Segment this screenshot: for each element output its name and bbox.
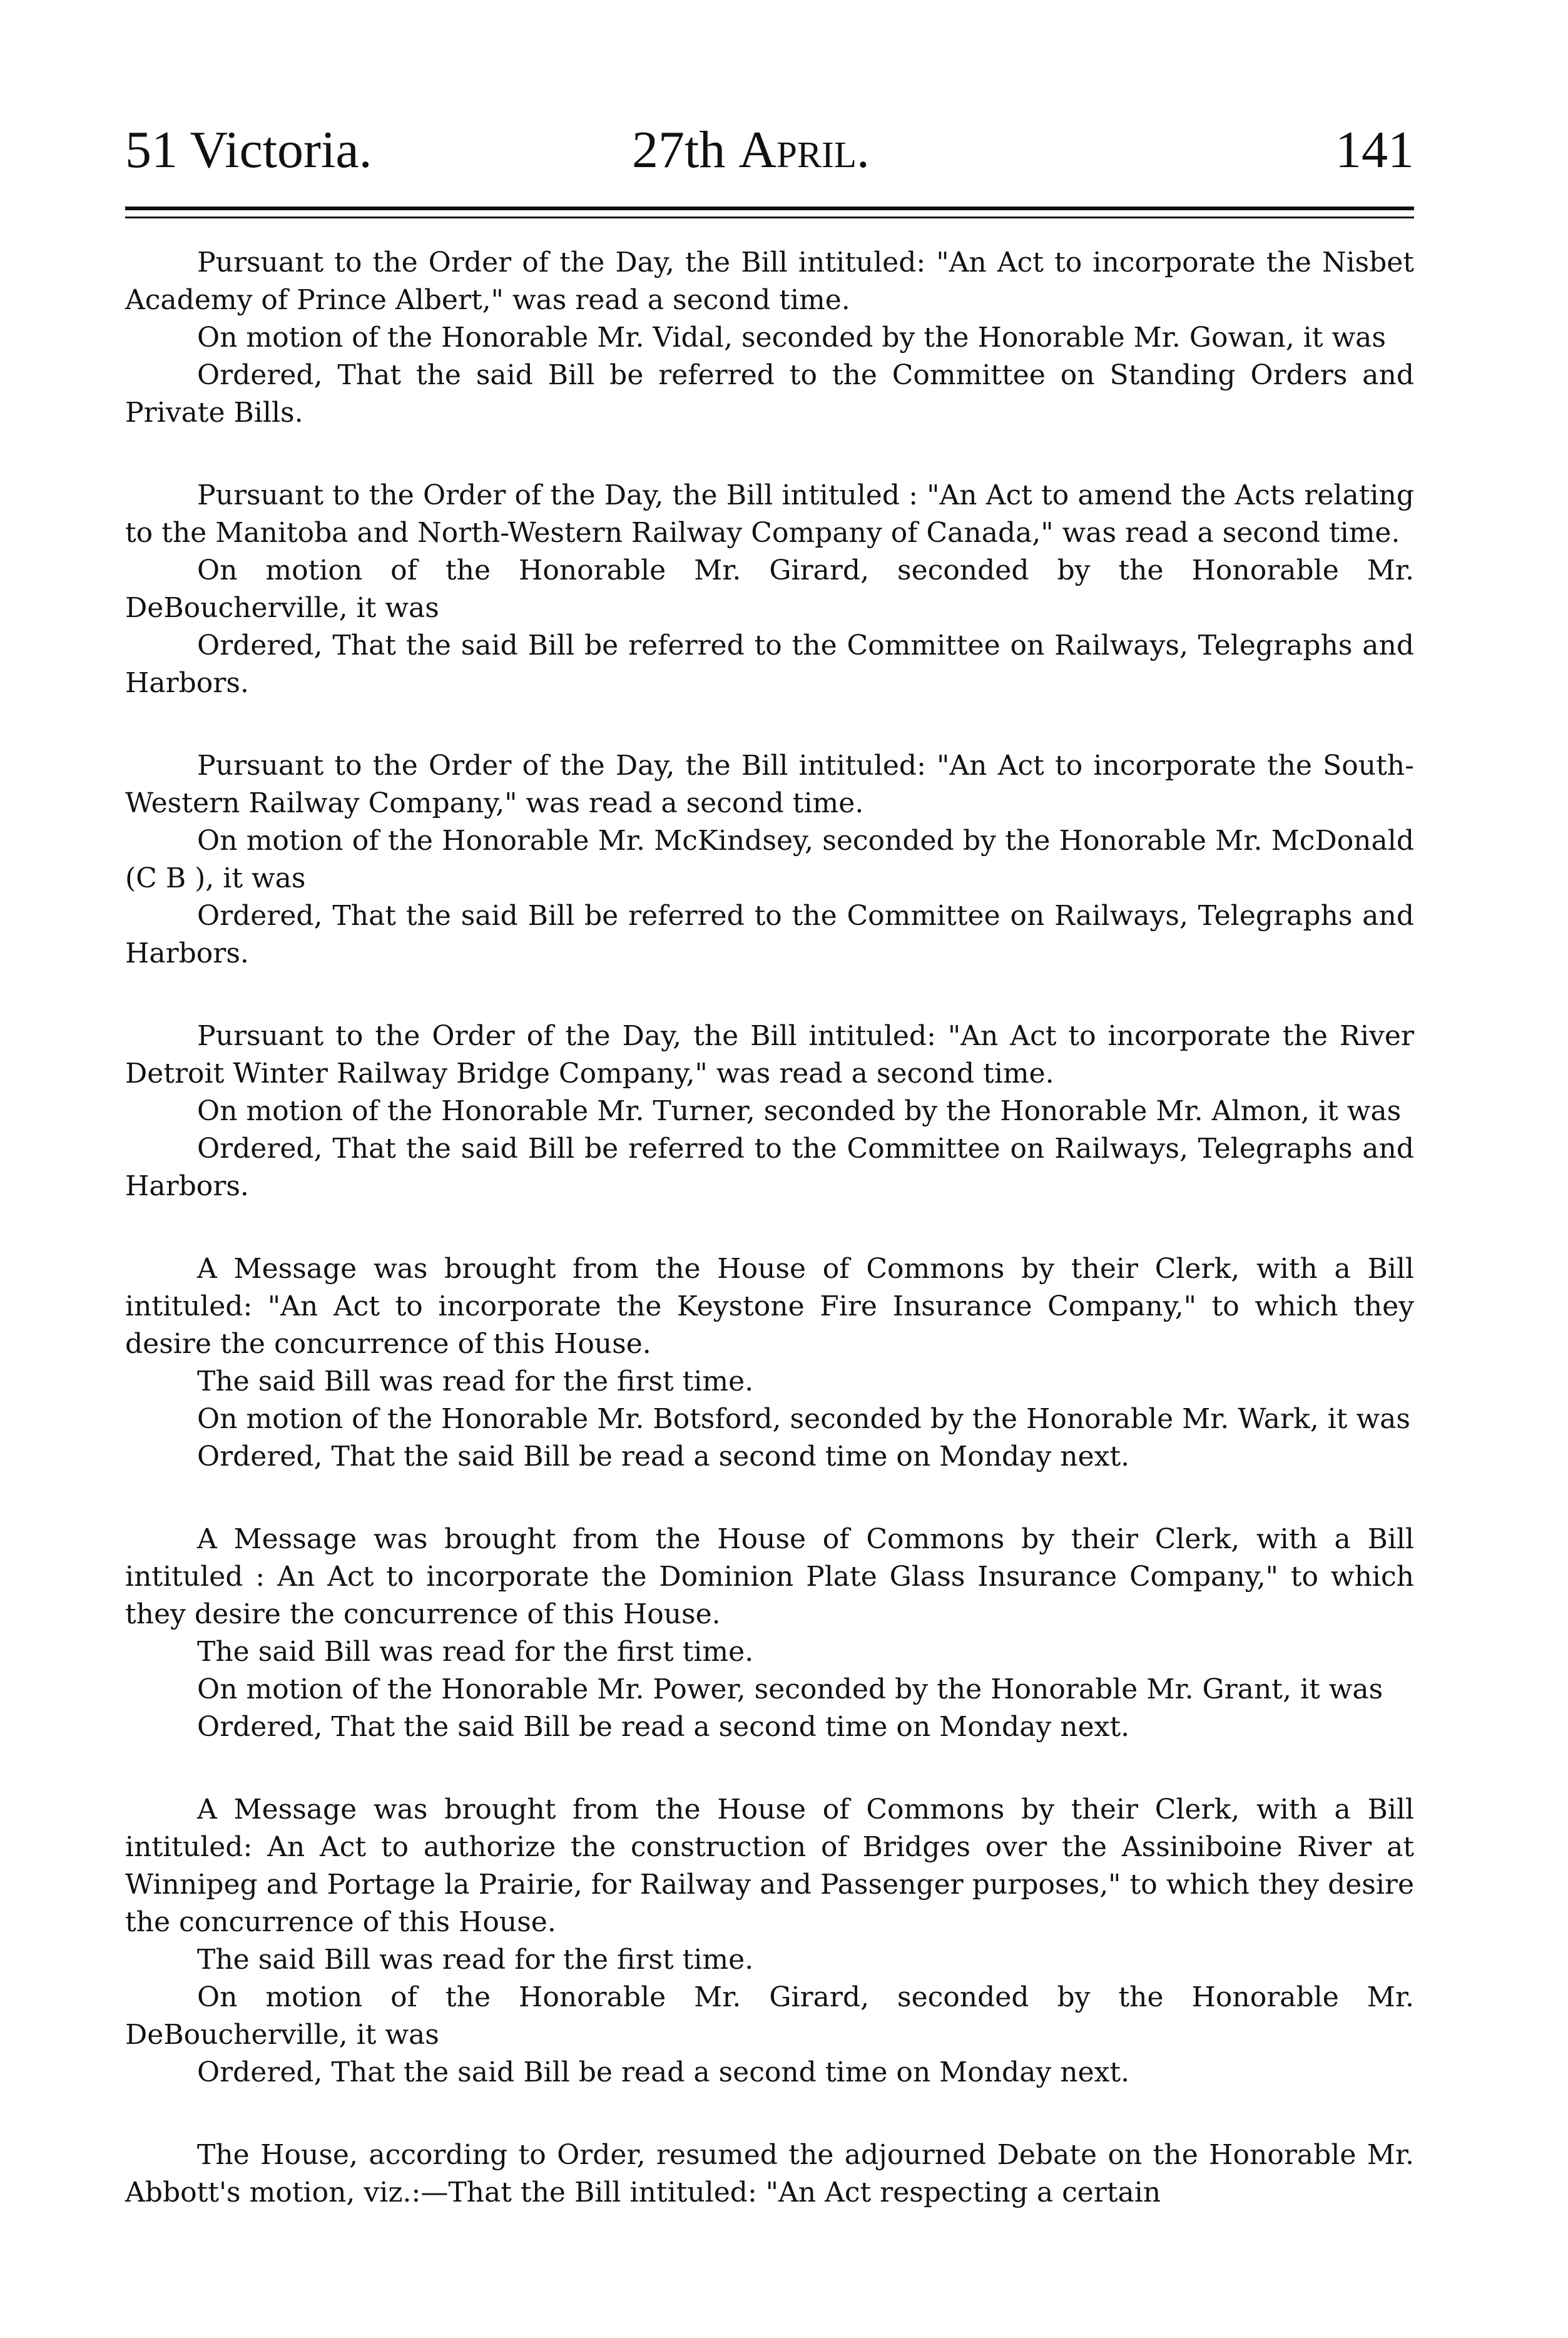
entry-paragraph: The House, according to Order, resumed the adjourned Debate on the Honorable Mr. Abbott's motion, viz.:—That the Bill intituled: "An Act respecting a certain — [125, 2139, 1414, 2208]
entry-paragraph: Pursuant to the Order of the Day, the Bill intituled: "An Act to incorporate the South-Western Railway Company," was read a second time. — [125, 750, 1414, 819]
journal-entry — [125, 244, 1414, 432]
entry-paragraph: Ordered, That the said Bill be read a second time on Monday next. — [197, 1441, 1130, 1473]
header-rule-thin — [125, 217, 1414, 218]
header-rule-thick — [125, 207, 1414, 210]
entry-paragraph: Pursuant to the Order of the Day, the Bill intituled: "An Act to incorporate the Nisbet Academy of Prince Albert," was read a second time. — [125, 247, 1414, 316]
entry-paragraph: Pursuant to the Order of the Day, the Bill intituled: "An Act to incorporate the River Detroit Winter Railway Bridge Company," was read a second time. — [125, 1020, 1414, 1090]
page-number: 141 — [1335, 121, 1414, 179]
entry-paragraph: On motion of the Honorable Mr. Vidal, seconded by the Honorable Mr. Gowan, it was — [197, 322, 1386, 354]
date-day: 27th — [632, 121, 739, 179]
entry-paragraph: A Message was brought from the House of Commons by their Clerk, with a Bill intituled: An Act to authorize the construction of Bridges over the Assiniboine River at Winnipeg and Portage la Prairie, for Railway and Passenger purposes," to which they desire the concurrence of this House. — [125, 1794, 1414, 1938]
journal-entry — [125, 747, 1414, 972]
journal-entry — [125, 1791, 1414, 2091]
journal-body — [125, 244, 1414, 2257]
entry-paragraph: Ordered, That the said Bill be referred to the Committee on Standing Orders and Private Bills. — [125, 359, 1414, 429]
regnal-year: 51 Victoria. — [125, 121, 372, 179]
entry-paragraph: Ordered, That the said Bill be referred to the Committee on Railways, Telegraphs and Harbors. — [125, 1133, 1414, 1202]
running-head — [125, 103, 1414, 197]
entry-paragraph: A Message was brought from the House of Commons by their Clerk, with a Bill intituled: "An Act to incorporate the Keystone Fire Insurance Company," to which they desire the concurrence of this House. — [125, 1253, 1414, 1360]
entry-paragraph: Ordered, That the said Bill be read a second time on Monday next. — [197, 2056, 1130, 2088]
date-month: April. — [738, 121, 870, 179]
journal-entry — [125, 1521, 1414, 1746]
entry-paragraph: The said Bill was read for the first time. — [197, 1366, 754, 1397]
page-date — [632, 103, 870, 197]
entry-paragraph: On motion of the Honorable Mr. Power, seconded by the Honorable Mr. Grant, it was — [197, 1673, 1383, 1705]
entry-paragraph: A Message was brought from the House of Commons by their Clerk, with a Bill intituled : An Act to incorporate the Dominion Plate Glass Insurance Company," to which they desire the concurrence of this House. — [125, 1523, 1414, 1630]
entry-paragraph: On motion of the Honorable Mr. McKindsey, seconded by the Honorable Mr. McDonald (C B ), it was — [125, 825, 1414, 894]
entry-paragraph: Ordered, That the said Bill be referred to the Committee on Railways, Telegraphs and Harbors. — [125, 900, 1414, 969]
entry-paragraph: The said Bill was read for the first time. — [197, 1636, 754, 1668]
journal-entry — [125, 477, 1414, 702]
entry-paragraph: Ordered, That the said Bill be read a second time on Monday next. — [197, 1711, 1130, 1743]
entry-paragraph: The said Bill was read for the first time. — [197, 1944, 754, 1976]
entry-paragraph: Ordered, That the said Bill be referred to the Committee on Railways, Telegraphs and Harbors. — [125, 630, 1414, 699]
entry-paragraph: On motion of the Honorable Mr. Botsford, seconded by the Honorable Mr. Wark, it was — [197, 1403, 1410, 1435]
journal-entry — [125, 2136, 1414, 2212]
entry-paragraph: Pursuant to the Order of the Day, the Bill intituled : "An Act to amend the Acts relating to the Manitoba and North-Western Railway Company of Canada," was read a second time. — [125, 479, 1414, 549]
entry-paragraph: On motion of the Honorable Mr. Girard, seconded by the Honorable Mr. DeBoucherville, it was — [125, 554, 1414, 624]
journal-entry — [125, 1018, 1414, 1205]
entry-paragraph: On motion of the Honorable Mr. Girard, seconded by the Honorable Mr. DeBoucherville, it was — [125, 1981, 1414, 2051]
entry-paragraph: On motion of the Honorable Mr. Turner, seconded by the Honorable Mr. Almon, it was — [197, 1095, 1402, 1127]
journal-entry — [125, 1250, 1414, 1476]
